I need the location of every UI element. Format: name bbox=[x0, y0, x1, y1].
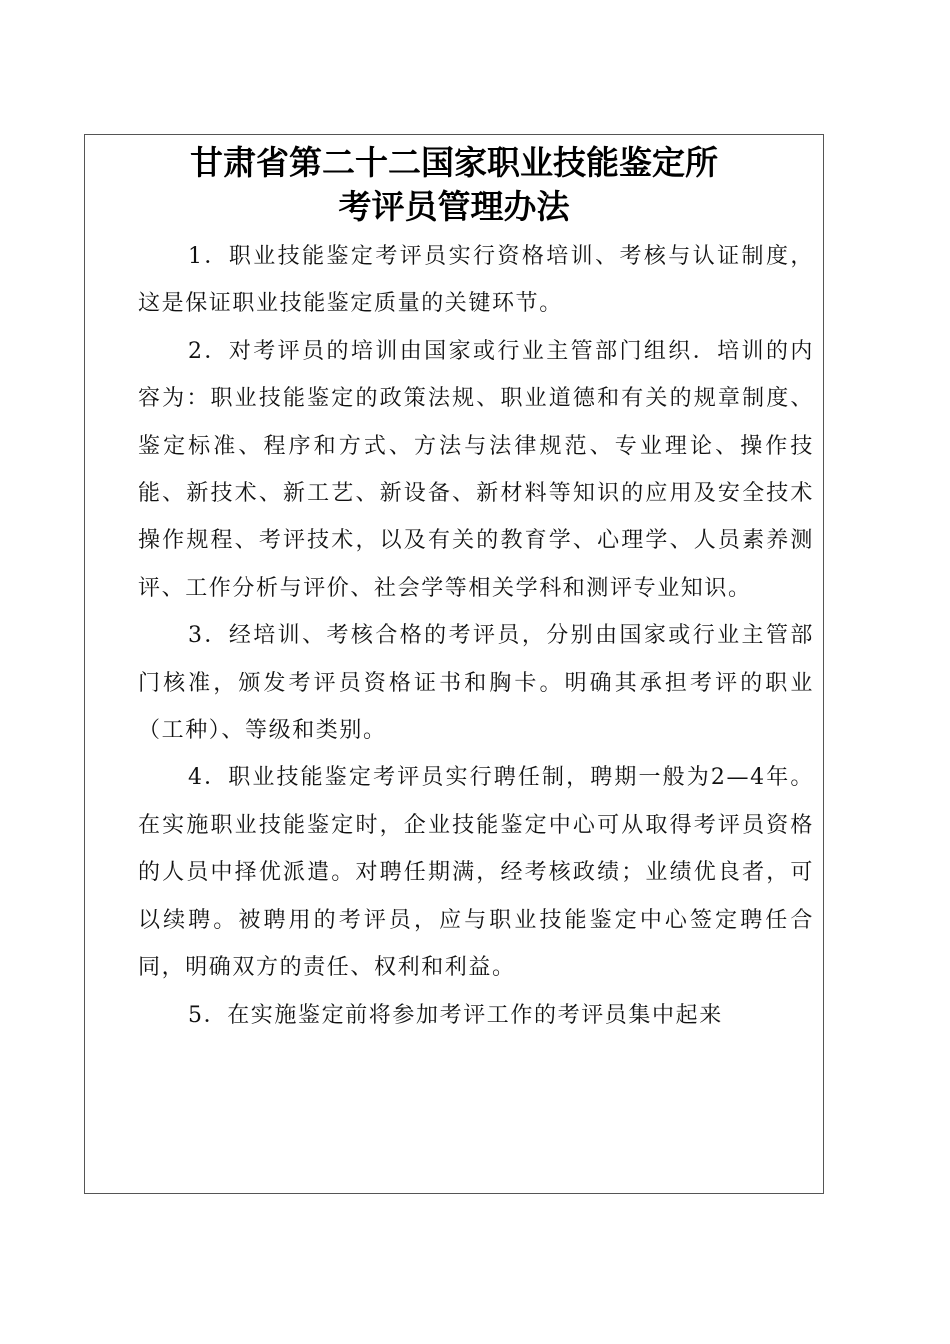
paragraph-4: 4．职业技能鉴定考评员实行聘任制，聘期一般为2—4年。在实施职业技能鉴定时，企业技能鉴定中心可从取得考评员资格的人员中择优派遣。对聘任期满，经考核政绩；业绩优良者，可以续聘。被聘用的考评员，应与职业技能鉴定中心签定聘任合同，明确双方的责任、权利和利益。 bbox=[138, 765, 814, 981]
paragraph-2: 2．对考评员的培训由国家或行业主管部门组织．培训的内容为：职业技能鉴定的政策法规、职业道德和有关的规章制度、鉴定标准、程序和方式、方法与法律规范、专业理论、操作技能、新技术、新工艺、新设备、新材料等知识的应用及安全技术操作规程、考评技术，以及有关的教育学、心理学、人员素养测评、工作分析与评价、社会学等相关学科和测评专业知识。 bbox=[138, 338, 814, 601]
document-title-line-1: 甘肃省第二十二国家职业技能鉴定所 bbox=[190, 143, 718, 182]
paragraph-5: 5．在实施鉴定前将参加考评工作的考评员集中起来 bbox=[188, 1002, 723, 1028]
paragraph-1: 1．职业技能鉴定考评员实行资格培训、考核与认证制度，这是保证职业技能鉴定质量的关键环节。 bbox=[138, 244, 814, 317]
paragraph-3: 3．经培训、考核合格的考评员，分别由国家或行业主管部门核准，颁发考评员资格证书和胸卡。明确其承担考评的职业（工种）、等级和类别。 bbox=[138, 623, 814, 744]
document-title-line-2: 考评员管理办法 bbox=[338, 187, 570, 226]
document-body bbox=[138, 233, 814, 1039]
